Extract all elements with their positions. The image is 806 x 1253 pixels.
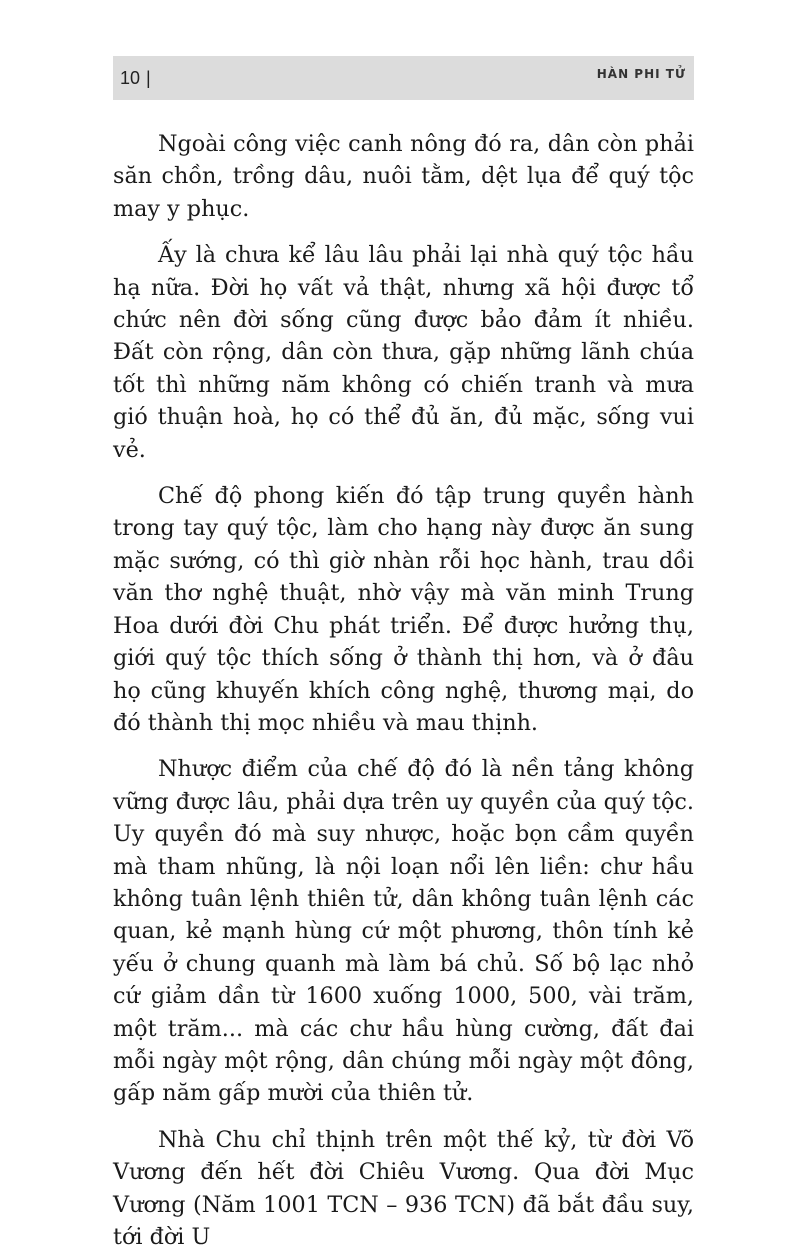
running-title: HÀN PHI TỬ (596, 67, 686, 81)
page-number: 10 (120, 68, 141, 88)
running-header (113, 56, 694, 100)
paragraph: Ngoài công việc canh nông đó ra, dân còn phải săn chồn, trồng dâu, nuôi tằm, dệt lụa để quý tộc may y phục. (113, 131, 694, 222)
page-number-separator: | (146, 68, 151, 88)
paragraph: Ấy là chưa kể lâu lâu phải lại nhà quý tộc hầu hạ nữa. Đời họ vất vả thật, nhưng xã hội được tổ chức nên đời sống cũng được bảo đảm ít nhiều. Đất còn rộng, dân còn thưa, gặp những lãnh chúa tốt thì những năm không có chiến tranh và mưa gió thuận hoà, họ có thể đủ ăn, đủ mặc, sống vui vẻ. (113, 242, 694, 463)
paragraph: Nhược điểm của chế độ đó là nền tảng không vững được lâu, phải dựa trên uy quyền của quý tộc. Uy quyền đó mà suy nhược, hoặc bọn cầm quyền mà tham nhũng, là nội loạn nổi lên liền: chư hầu không tuân lệnh thiên tử, dân không tuân lệnh các quan, kẻ mạnh hùng cứ một phương, thôn tính kẻ yếu ở chung quanh mà làm bá chủ. Số bộ lạc nhỏ cứ giảm dần từ 1600 xuống 1000, 500, vài trăm, một trăm... mà các chư hầu hùng cường, đất đai mỗi ngày một rộng, dân chúng mỗi ngày một đông, gấp năm gấp mười của thiên tử. (113, 756, 694, 1107)
paragraph: Nhà Chu chỉ thịnh trên một thế kỷ, từ đời Võ Vương đến hết đời Chiêu Vương. Qua đời Mục Vương (Năm 1001 TCN – 936 TCN) đã bắt đầu suy, tới đời U (113, 1126, 694, 1250)
paragraph: Chế độ phong kiến đó tập trung quyền hành trong tay quý tộc, làm cho hạng này được ăn sung mặc sướng, có thì giờ nhàn rỗi học hành, trau dồi văn thơ nghệ thuật, nhờ vậy mà văn minh Trung Hoa dưới đời Chu phát triển. Để được hưởng thụ, giới quý tộc thích sống ở thành thị hơn, và ở đâu họ cũng khuyến khích công nghệ, thương mại, do đó thành thị mọc nhiều và mau thịnh. (113, 483, 694, 736)
body-text (113, 128, 694, 1253)
